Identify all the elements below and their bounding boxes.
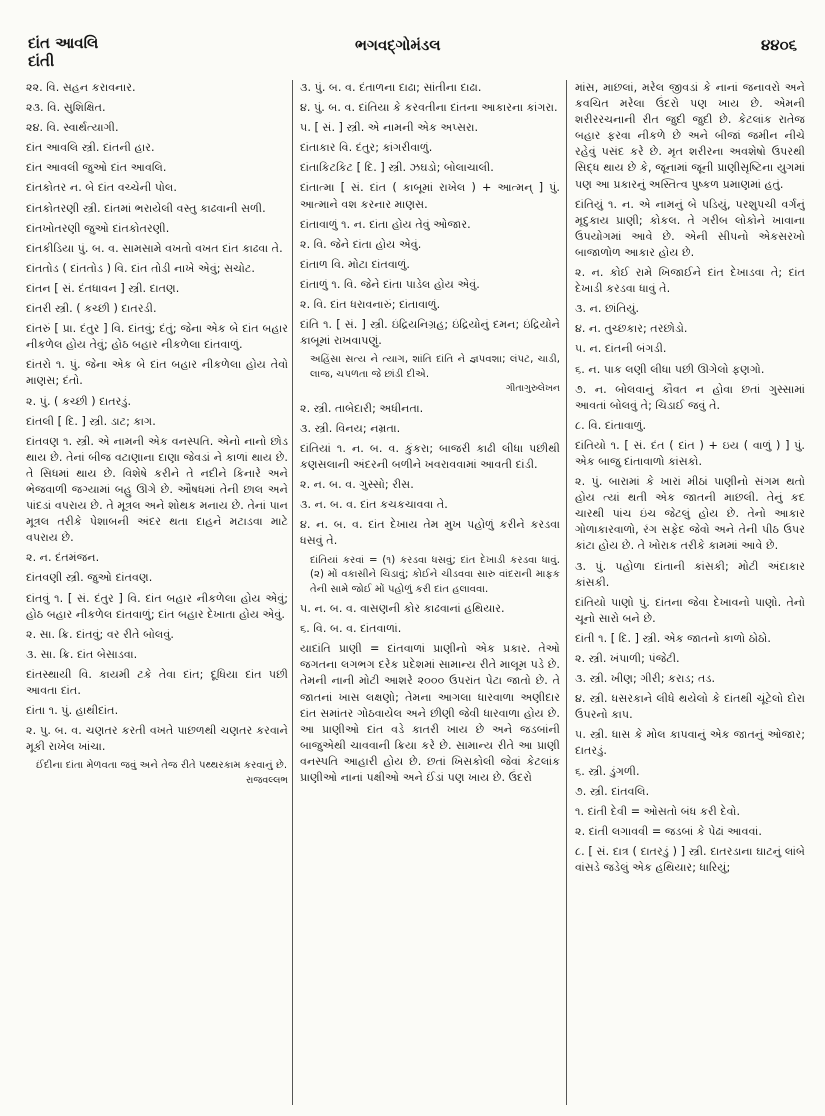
dictionary-entry: ૨. ન. બ. વ. ગુસ્સો; રીસ. [300,478,414,492]
dictionary-entry: ૨. પું. ( કચ્છી ) દાતરડું. [26,394,132,408]
book-title: ભગવદ્ગોમંડલ [355,36,441,54]
guide-word-last: દાંતી [28,52,55,70]
dictionary-entry: ૭. સ્ત્રી. દાંતવલિ. [575,784,650,798]
dictionary-entry: ૨. ન. કોઈ રામે ખિજાઈને દાંત દેખાડવા તે; દાંત દેખાડી કરડવા ધાવું તે. [575,266,805,296]
dictionary-entry: દાંતી ૧. [ દિ. ] સ્ત્રી. એક જાતનો કાળો ઠોઠો. [575,631,771,645]
dictionary-entry: દાંતિ ૧. [ સં. ] સ્ત્રી. ઇંદ્રિયનિગ્રહ; ઇંદ્રિયોનું દમન; ઇંદ્રિયોને કાબૂમાં રાખવાપણું. [300,318,560,348]
dictionary-entry: ૩. સ્ત્રી. વિનય; નમ્રતા. [300,421,401,435]
dictionary-entry: દાંતકોતર ન. બે દાંત વચ્ચેની પોલ. [26,181,177,195]
page-number: ૪૪૦૬ [760,36,797,54]
dictionary-entry: દાંતકીડિયા પું. બ. વ. સામસામે વખતો વખત દાંત કાઢવા તે. [26,241,283,255]
dictionary-entry: દાંતિયું ૧. ન. એ નામનું બે પડિયું, પરશુપચી વર્ગનું મૃદુકાય પ્રાણી; કોકલ. તે ગરીબ લોકોને ખાવાના ઉપયોગમાં આવે છે. એની સીપનો એકસરખો બાજાળોળ આકાર હોય છે. [575,197,805,259]
dictionary-entry: ૨. વિ. દાંત ધરાવનારું; દાંતાવાળું. [300,298,441,312]
entries-col2b [300,401,560,550]
dictionary-entry: માંસ, માછલાં, મરેલ જીવડાં કે નાનાં જનાવરો અને કવચિત મરેલા ઉંદરો પણ ખાય છે. એમની શરીરરચનાની રીત જુદી જુદી છે. કેટલાંક રાતેજ બહાર ફરવા નીકળે છે અને બીજાં જમીન નીચે રહેવું પસંદ કરે છે. મૃત શરીરના અવશેષો ઉપરથી સિદ્ધ થાય છે કે, જૂનામાં જૂની પ્રાણીસૃષ્ટિના યુગમાં પણ આ પ્રકારનું અસ્તિત્વ પુષ્કળ પ્રમાણમાં હતું. [575,81,805,191]
dictionary-entry: ૨. સા. ક્રિ. દાંતવું; વર રીતે બોલવું. [26,627,174,641]
entries-col2c [300,601,560,786]
quotation [36,759,288,788]
dictionary-entry: ૨. સ્ત્રી. ખંપાળી; પંજેટી. [575,652,680,665]
quote-text: અહિંસા સત્ય ને ત્યાગ, શાંતિ દાંતિ ને જ્ઞપવશા; લંપટ, ચાડી, લાજ, ચપળતા જે છાંડી દીએ. [310,354,560,380]
usage-note: દાંતિયાં કરવાં = (૧) કરડવા ધસવું; દાંત દેખાડી કરડવા ધાવું. (૨) મોં વકાસીને ચિડાવું; કોઈને ચીડવવા સારુ વાંદરાની માફક તેની સામે જોઈ મોં પહોળું કરી દાંત હલાવવા. [310,554,560,595]
dictionary-entry: ૫. [ સં. ] સ્ત્રી. એ નામની એક અપ્સરા. [300,121,479,135]
dictionary-entry: દાંતાળ વિ. મોટા દાંતવાળું. [300,257,410,271]
dictionary-entry: ૬. વિ. બ. વ. દાંતવાળાં. [300,622,402,636]
dictionary-entry: દાંતન [ સં. દંતધાવન ] સ્ત્રી. દાતણ. [26,281,180,295]
dictionary-entry: દાંતલી [ દિ. ] સ્ત્રી. ડાટ; કાગ. [26,414,156,428]
dictionary-entry: યાદાંતિ પ્રાણી = દાંતવાળાં પ્રાણીનો એક પ્રકાર. તેઓ જગતના લગભગ દરેક પ્રદેશમાં સામાન્ય રીતે માલૂમ પડે છે. તેમની નાની મોટી આશરે ૨૦૦૦ ઉપરાંત પેટા જાતો છે. તે જાતનાં ખાસ લક્ષણો; તેમના આગલા ધારવાળા અણીદાર દાંત સમાંતર ગોઠવાયેલ અને છીણી જેવી ધારવાળા હોય છે. આ પ્રાણીઓ દાંત વડે કાતરી ખાય છે અને જડબાંની બાજુએથી ચાવવાની ક્રિયા કરે છે. સામાન્ય રીતે આ પ્રાણી વનસ્પતિ આહારી હોય છે. છતાં ખિસકોલી જેવાં કેટલાંક પ્રાણીઓ નાનાં પક્ષીઓ અને ઈંડાં પણ ખાય છે. ઉંદરો [300,642,560,784]
dictionary-entry: દાંતવું ૧. [ સં. દંતુર ] વિ. દાંત બહાર નીકળેલા હોય એવું; હોઠ બહાર નીકળેલ દાંતવાળું; દાંત બહાર દેખાતા હોય એવું. [26,591,288,621]
dictionary-entry: ૫. ન. બ. વ. વાસણની કોર કાઢવાનાં હથિયાર. [300,602,505,616]
dictionary-entry: દાંતાળું ૧. વિ. જેને દાંતા પાડેલ હોય એવું. [300,277,480,291]
dictionary-entry: દાંતાકિટકિટ [ દિ. ] સ્ત્રી. ઝઘડો; બોલાચાલી. [300,161,494,175]
dictionary-entry: ૬. ન. પાક લણી લીધા પછી ઊગેલો ફણગો. [575,362,765,376]
column-1 [26,80,288,1110]
dictionary-entry: દાંત આવલી જુઓ દાંત આવલિ. [26,161,167,175]
dictionary-entry: દાંતવણ ૧. સ્ત્રી. એ નામની એક વનસ્પતિ. એનો નાનો છોડ થાય છે. તેનાં બીજ વટાણાના દાણા જેવડાં ને કાળાં થાય છે. તે સિધમાં થાય છે. વિશેષે કરીને તે નદીને કિનારે અને ભેજવાળી જગ્યામાં બહુ ઊગે છે. ઔષધમાં તેની છાલ અને પાંદડાં વપરાય છે. તે મૂત્રલ અને શોથક મનાય છે. તેનાં પાન મૂત્રલ તરીકે પેશાબની અંદર થતા દાહને મટાડવા માટે વપરાય છે. [26,434,288,545]
dictionary-entry: ૨૪. વિ. સ્વાર્થત્યાગી. [26,121,119,135]
quote-source: ગીતાગુરુલેખન [505,383,560,395]
dictionary-entry: દાંતકોતરણી સ્ત્રી. દાંતમાં ભરાયેલી વસ્તુ કાઢવાની સળી. [26,201,266,215]
dictionary-entry: ૧. દાંતી દેવી = ઓસતો બંધ કરી દેવો. [575,804,741,818]
dictionary-entry: ૨. પું. બારામાં કે ખારાં મીઠાં પાણીનો સંગમ થતો હોય ત્યાં થતી એક જાતની માછલી. તેનું કદ ચારથી પાંચ ઇંચ જેટલું હોય છે. તેનો આકાર ગોળાકારવાળો, રંગ સફેદ જેવો અને તેની પીઠ ઉપર કાંટા હોય છે. તે ખોરાક તરીકે કામમાં આવે છે. [575,475,805,553]
dictionary-entry: દાંતાકાર વિ. દંતુર; કાંગરીવાળું. [300,141,433,155]
dictionary-entry: દાંતાત્મા [ સં. દાંત ( કાબૂમાં રાખેલ ) + આત્મન્ ] પું. આત્માને વશ કરનાર માણસ. [300,181,560,211]
quote-source: રાજવલ્લભ [246,774,288,786]
dictionary-entry: ૨. દાંતી લગાવવી = જડબાં કે પેઢાં આવવાં. [575,824,762,838]
dictionary-entry: ૨. વિ. જેને દાંતા હોય એવું. [300,237,422,251]
column-3 [575,80,805,1110]
dictionary-entry: ૨. પુ. બ. વ. ચણતર કરતી વખતે પાછળથી ચણતર કરવાને મૂકી રાખેલ ખાંચા. [26,724,288,754]
dictionary-entry: દાંતરું [ પ્રા. દંતુર ] વિ. દાંતવું; દંતું; જેના એક બે દાંત બહાર નીકળેલ હોય તેવું; હોઠ બહાર નીકળેલા દાંતવાળું. [26,322,288,352]
dictionary-entry: દાંત આવલિ સ્ત્રી. દાંતની હાર. [26,141,155,155]
entries-col2 [300,80,560,349]
page-header [0,0,825,80]
entries-col3 [575,80,805,876]
dictionary-entry: ૨. ન. દંતમંજન. [26,551,100,565]
dictionary-entry: દાંતસ્થાયી વિ. કાયમી ટકે તેવા દાંત; દૂધિયા દાંત પછી આવતા દાંત. [26,667,288,697]
column-rule [566,80,567,1105]
dictionary-entry: ૩. પું. પહોળા દાંતાની કાંસકી; મોટી અંદાકાર કાંસકી. [575,559,805,589]
dictionary-entry: દાંતરો ૧. પું. જેના એક બે દાંત બહાર નીકળેલા હોય તેવો માણસ; દંતો. [26,358,288,388]
dictionary-entry: ૮. [ સં. દાત્ર ( દાતરડું ) ] સ્ત્રી. દાતરડાના ઘાટનું લાંબે વાંસડે જડેલું એક હથિયાર; ધારિયું; [575,844,805,875]
dictionary-entry: ૫. સ્ત્રી. ધાસ કે મોલ કાપવાનું એક જાતનું ઓજાર; દાતરડું. [575,728,805,758]
dictionary-entry: ૪. સ્ત્રી. ધસરકાને લીધે થયેલો કે દાંતથી ચૂંટેલો દોરા ઉપરનો કાપ. [575,692,805,722]
dictionary-entry: ૩. ન. બ. વ. દાંત કચકચાવવા તે. [300,498,448,512]
dictionary-entry: દાંતવણી સ્ત્રી. જુઓ દાંતવણ. [26,571,153,585]
dictionary-entry: ૩. ન. છાંતિયું. [575,302,640,316]
dictionary-entry: ૩. સ્ત્રી. ખીણ; ગીરી; કરાડ; તડ. [575,672,716,686]
dictionary-entry: દાંતિયાં ૧. ન. બ. વ. કુંકરા; બાજરી કાઢી લીધા પછીથી કણસલાની અંદરની બળીને ખવરાવવામાં આવતી દાંડી. [300,442,560,472]
dictionary-entry: ૨૨. વિ. સહન કરાવનાર. [26,81,136,94]
entries-col1 [26,80,288,755]
dictionary-entry: ૨૩. વિ. સુશિક્ષિત. [26,101,106,115]
dictionary-entry: દાંતા ૧. પું. હાથીદાંત. [26,704,119,718]
dictionary-entry: દાંતરી સ્ત્રી. ( કચ્છી ) દાતરડી. [26,302,157,316]
column-rule [292,80,293,1105]
dictionary-entry: ૮. વિ. દાંતાવાળું. [575,418,647,432]
dictionary-entry: દાંતાવાળું ૧. ન. દાંતા હોય તેવું ઓજાર. [300,217,471,231]
column-2 [300,80,560,1110]
dictionary-entry: ૬. સ્ત્રી. ડુંગળી. [575,764,640,778]
dictionary-entry: ૨. સ્ત્રી. તાબેદારી; અધીનતા. [300,401,424,415]
dictionary-entry: દાંતખોતરણી જુઓ દાંતકોતરણી. [26,221,170,235]
dictionary-entry: ૩. પું. બ. વ. દંતાળના દાઢા; સાંતીના દાઢા. [300,81,482,94]
dictionary-entry: દાંતિયો પાણો પું. દાંતના જેવા દેખાવનો પાણો. તેનો ચૂનો સારો બને છે. [575,595,805,625]
dictionary-entry: ૭. ન. બોલવાનું કૌવત ન હોવા છતાં ગુસ્સામાં આવતાં બોલવું તે; ચિડાઈ જવું તે. [575,382,805,412]
dictionary-entry: ૪. પું. બ. વ. દાંતિયા કે કરવતીના દાંતના આકારના કાંગરા. [300,101,558,115]
guide-word-first: દાંત આવલિ [28,34,99,52]
dictionary-entry: ૩. સા. ક્રિ. દાંત બેસાડવા. [26,647,138,661]
dictionary-entry: ૫. ન. દાંતની બંગડી. [575,342,667,356]
dictionary-entry: દાંતિયો ૧. [ સં. દંત ( દાંત ) + ઇય ( વાળું ) ] પું. એક બાજુ દાંતાવાળો કાંસકો. [575,438,805,468]
quotation [310,353,560,397]
dictionary-entry: દાંતતોડ ( દાંતતોડ ) વિ. દાંત તોડી નાખે એવું; સચોટ. [26,261,255,275]
dictionary-entry: ૪. ન. બ. વ. દાંત દેખાય તેમ મુખ પહોળું કરીને કરડવા ધસવું તે. [300,518,560,548]
quote-text: ઈંદીના દાંતા મેળવતા જવું અને તેજ રીતે પથ્થરકામ કરવાનું છે. [36,760,288,772]
dictionary-entry: ૪. ન. તુચ્છકાર; તરછોડો. [575,322,688,336]
